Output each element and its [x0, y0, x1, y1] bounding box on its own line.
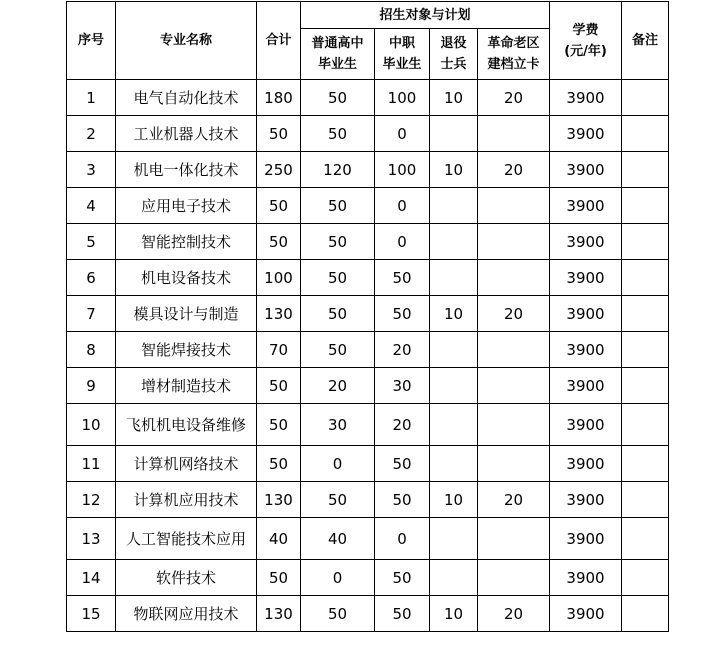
cell-vocational: 50 [375, 482, 430, 518]
cell-note [622, 560, 669, 596]
cell-vocational: 0 [375, 224, 430, 260]
cell-major: 应用电子技术 [116, 188, 257, 224]
cell-veteran [430, 224, 478, 260]
header-revolutionary-area [478, 29, 550, 80]
header-total: 合计 [257, 2, 301, 80]
cell-revolutionary-area [478, 368, 550, 404]
cell-highschool: 0 [301, 446, 375, 482]
cell-total: 130 [257, 596, 301, 632]
cell-highschool: 50 [301, 260, 375, 296]
cell-vocational: 50 [375, 296, 430, 332]
header-veteran-line1: 退役 [440, 36, 467, 51]
cell-seq: 10 [67, 404, 116, 446]
cell-vocational: 50 [375, 446, 430, 482]
cell-revolutionary-area [478, 332, 550, 368]
cell-note [622, 296, 669, 332]
cell-veteran: 10 [430, 152, 478, 188]
cell-note [622, 404, 669, 446]
cell-tuition: 3900 [550, 560, 622, 596]
cell-note [622, 260, 669, 296]
cell-revolutionary-area [478, 404, 550, 446]
table-row [67, 518, 669, 560]
cell-note [622, 224, 669, 260]
cell-revolutionary-area: 20 [478, 80, 550, 116]
header-note: 备注 [622, 2, 669, 80]
cell-highschool: 50 [301, 332, 375, 368]
cell-veteran [430, 188, 478, 224]
cell-revolutionary-area: 20 [478, 482, 550, 518]
cell-major: 智能焊接技术 [116, 332, 257, 368]
cell-seq: 3 [67, 152, 116, 188]
header-highschool-line1: 普通高中 [311, 36, 364, 51]
cell-tuition: 3900 [550, 188, 622, 224]
cell-vocational: 50 [375, 260, 430, 296]
cell-vocational: 20 [375, 404, 430, 446]
cell-tuition: 3900 [550, 368, 622, 404]
table-row [67, 560, 669, 596]
cell-note [622, 116, 669, 152]
cell-note [622, 332, 669, 368]
cell-seq: 7 [67, 296, 116, 332]
cell-highschool: 50 [301, 116, 375, 152]
header-revolutionary-line2: 建档立卡 [487, 57, 540, 72]
cell-seq: 11 [67, 446, 116, 482]
cell-highschool: 20 [301, 368, 375, 404]
cell-major: 飞机机电设备维修 [116, 404, 257, 446]
header-tuition-line1: 学费 [572, 22, 599, 38]
cell-major: 工业机器人技术 [116, 116, 257, 152]
cell-tuition: 3900 [550, 224, 622, 260]
header-vocational-line1: 中职 [388, 36, 415, 51]
table-row [67, 116, 669, 152]
cell-note [622, 482, 669, 518]
table-row [67, 152, 669, 188]
cell-major: 机电一体化技术 [116, 152, 257, 188]
cell-total: 50 [257, 404, 301, 446]
cell-tuition: 3900 [550, 404, 622, 446]
cell-total: 50 [257, 446, 301, 482]
cell-highschool: 30 [301, 404, 375, 446]
header-tuition-line2: (元/年) [564, 43, 607, 59]
cell-seq: 12 [67, 482, 116, 518]
cell-veteran: 10 [430, 296, 478, 332]
cell-total: 50 [257, 188, 301, 224]
cell-seq: 9 [67, 368, 116, 404]
cell-revolutionary-area [478, 560, 550, 596]
cell-total: 50 [257, 116, 301, 152]
cell-total: 100 [257, 260, 301, 296]
cell-note [622, 152, 669, 188]
cell-veteran: 10 [430, 596, 478, 632]
header-veteran-line2: 士兵 [440, 57, 467, 72]
cell-revolutionary-area [478, 188, 550, 224]
cell-seq: 13 [67, 518, 116, 560]
table-row [67, 80, 669, 116]
cell-highschool: 40 [301, 518, 375, 560]
cell-total: 50 [257, 560, 301, 596]
cell-seq: 6 [67, 260, 116, 296]
cell-vocational: 50 [375, 560, 430, 596]
cell-major: 软件技术 [116, 560, 257, 596]
table-row [67, 188, 669, 224]
cell-revolutionary-area [478, 518, 550, 560]
cell-seq: 8 [67, 332, 116, 368]
header-tuition [550, 2, 622, 80]
cell-seq: 1 [67, 80, 116, 116]
cell-highschool: 0 [301, 560, 375, 596]
table-row [67, 260, 669, 296]
enrollment-plan-table [66, 1, 669, 632]
cell-tuition: 3900 [550, 296, 622, 332]
cell-seq: 14 [67, 560, 116, 596]
cell-tuition: 3900 [550, 446, 622, 482]
table-body [67, 80, 669, 632]
table-row [67, 296, 669, 332]
header-highschool [301, 29, 375, 80]
cell-major: 机电设备技术 [116, 260, 257, 296]
table-row [67, 404, 669, 446]
cell-highschool: 50 [301, 80, 375, 116]
cell-revolutionary-area [478, 224, 550, 260]
cell-revolutionary-area: 20 [478, 296, 550, 332]
table-row [67, 446, 669, 482]
table-row [67, 482, 669, 518]
cell-note [622, 188, 669, 224]
cell-tuition: 3900 [550, 482, 622, 518]
cell-note [622, 596, 669, 632]
table-row [67, 224, 669, 260]
cell-total: 50 [257, 224, 301, 260]
cell-vocational: 0 [375, 188, 430, 224]
cell-highschool: 50 [301, 188, 375, 224]
cell-veteran [430, 368, 478, 404]
cell-total: 50 [257, 368, 301, 404]
cell-total: 250 [257, 152, 301, 188]
cell-major: 智能控制技术 [116, 224, 257, 260]
cell-veteran [430, 560, 478, 596]
cell-major: 计算机网络技术 [116, 446, 257, 482]
cell-tuition: 3900 [550, 152, 622, 188]
cell-major: 物联网应用技术 [116, 596, 257, 632]
cell-major: 计算机应用技术 [116, 482, 257, 518]
cell-vocational: 30 [375, 368, 430, 404]
header-veteran [430, 29, 478, 80]
cell-tuition: 3900 [550, 332, 622, 368]
cell-revolutionary-area: 20 [478, 152, 550, 188]
header-seq: 序号 [67, 2, 116, 80]
cell-veteran [430, 518, 478, 560]
cell-tuition: 3900 [550, 596, 622, 632]
cell-veteran [430, 404, 478, 446]
table-row [67, 332, 669, 368]
cell-total: 40 [257, 518, 301, 560]
cell-total: 130 [257, 296, 301, 332]
cell-major: 电气自动化技术 [116, 80, 257, 116]
cell-veteran [430, 260, 478, 296]
cell-tuition: 3900 [550, 80, 622, 116]
cell-vocational: 100 [375, 80, 430, 116]
cell-vocational: 20 [375, 332, 430, 368]
table-row [67, 596, 669, 632]
header-vocational-line2: 毕业生 [382, 57, 422, 72]
cell-seq: 15 [67, 596, 116, 632]
cell-vocational: 50 [375, 596, 430, 632]
cell-major: 人工智能技术应用 [116, 518, 257, 560]
cell-veteran [430, 446, 478, 482]
cell-highschool: 50 [301, 296, 375, 332]
cell-note [622, 368, 669, 404]
cell-vocational: 0 [375, 116, 430, 152]
cell-major: 模具设计与制造 [116, 296, 257, 332]
header-revolutionary-line1: 革命老区 [487, 36, 540, 51]
cell-tuition: 3900 [550, 260, 622, 296]
cell-highschool: 50 [301, 482, 375, 518]
table-row [67, 368, 669, 404]
cell-total: 70 [257, 332, 301, 368]
cell-major: 增材制造技术 [116, 368, 257, 404]
cell-revolutionary-area [478, 446, 550, 482]
cell-seq: 4 [67, 188, 116, 224]
cell-veteran [430, 332, 478, 368]
cell-revolutionary-area [478, 260, 550, 296]
cell-seq: 2 [67, 116, 116, 152]
cell-veteran [430, 116, 478, 152]
cell-vocational: 0 [375, 518, 430, 560]
header-vocational [375, 29, 430, 80]
cell-revolutionary-area: 20 [478, 596, 550, 632]
cell-vocational: 100 [375, 152, 430, 188]
cell-revolutionary-area [478, 116, 550, 152]
cell-highschool: 50 [301, 224, 375, 260]
cell-total: 130 [257, 482, 301, 518]
header-highschool-line2: 毕业生 [317, 57, 357, 72]
cell-highschool: 120 [301, 152, 375, 188]
cell-note [622, 518, 669, 560]
header-enrollment-group: 招生对象与计划 [301, 2, 550, 29]
cell-veteran: 10 [430, 80, 478, 116]
cell-veteran: 10 [430, 482, 478, 518]
cell-tuition: 3900 [550, 116, 622, 152]
cell-highschool: 50 [301, 596, 375, 632]
cell-note [622, 446, 669, 482]
cell-note [622, 80, 669, 116]
cell-total: 180 [257, 80, 301, 116]
cell-seq: 5 [67, 224, 116, 260]
cell-tuition: 3900 [550, 518, 622, 560]
header-major: 专业名称 [116, 2, 257, 80]
